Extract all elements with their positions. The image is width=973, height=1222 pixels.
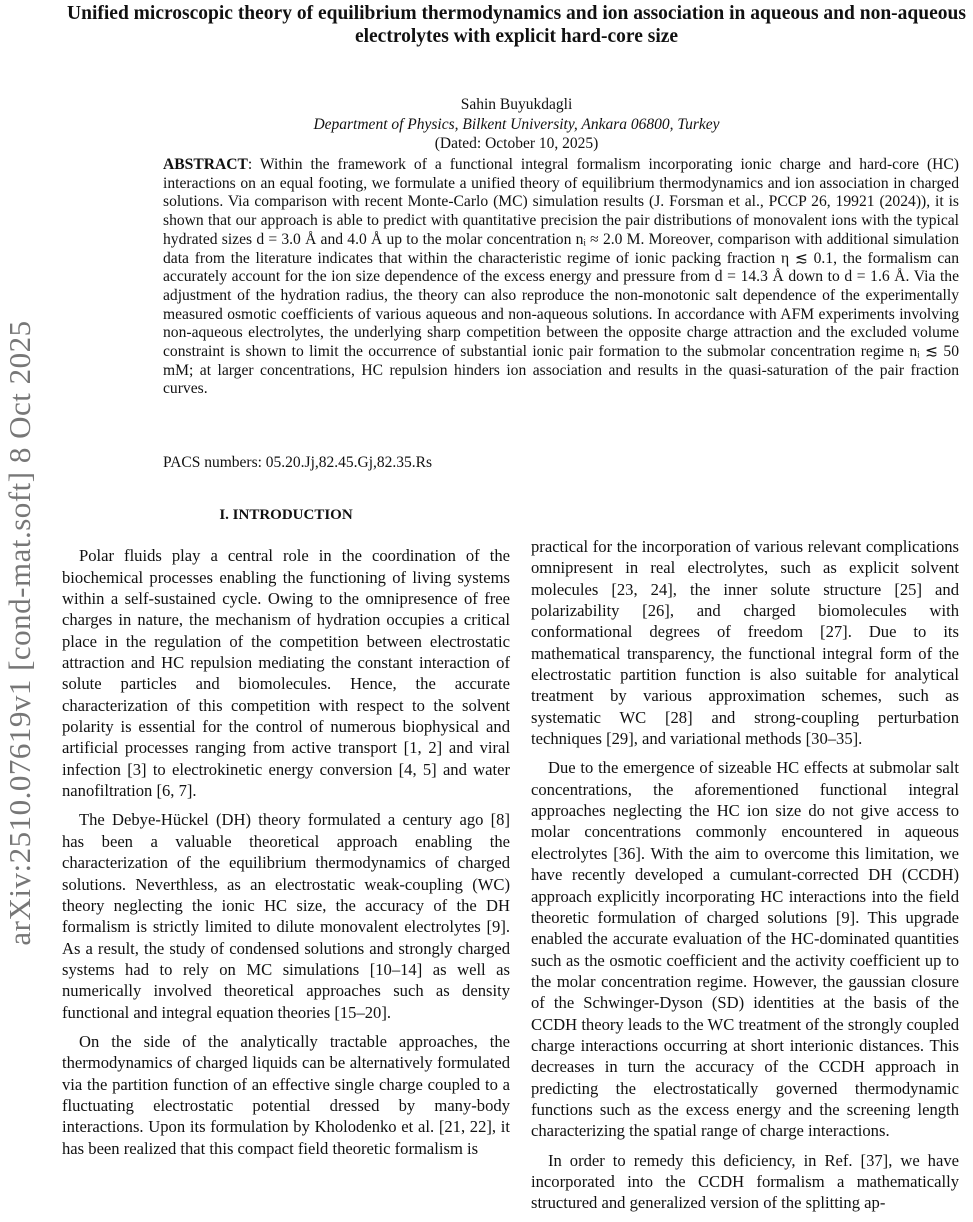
paragraph: Polar fluids play a central role in the coordination of the biochemical processes enabling the functioning of living systems within a self-sustained cycle. Owing to the omnipresence of free charges in nature, the mechanism of hydration occupies a critical place in the regulation of the competition between electrostatic attraction and HC repulsion mediating the constant interaction of solute particles and biomolecules. Hence, the accurate characterization of this competition with respect to the solvent polarity is essential for the control of numerous biophysical and artificial processes ranging from active transport [1, 2] and viral infection [3] to electrokinetic energy conversion [4, 5] and water nanofiltration [6, 7]. [62,546,510,801]
paragraph: On the side of the analytically tractable approaches, the thermodynamics of charged liquids can be alternatively formulated via the partition function of an effective single charge coupled to a fluctuating electrostatic potential dressed by many-body interactions. Upon its formulation by Kholodenko et al. [21, 22], it has been realized that this compact field theoretic formalism is [62,1031,510,1158]
abstract [163,156,959,399]
right-column [531,536,959,1222]
section-heading: I. INTRODUCTION [219,507,353,523]
paragraph: In order to remedy this deficiency, in Ref. [37], we have incorporated into the CCDH formalism a mathematically structured and generalized version of the splitting ap- [531,1150,959,1213]
abstract-text: : Within the framework of a functional integral formalism incorporating ionic charge and hard-core (HC) interactions on an equal footing, we formulate a unified theory of equilibrium thermodynamics and ion association in charged solutions. Via comparison with recent Monte-Carlo (MC) simulation results (J. Forsman et al., PCCP 26, 19921 (2024)), it is shown that our approach is able to predict with quantitative precision the pair distributions of monovalent ions with the typical hydrated sizes d = 3.0 Å and 4.0 Å up to the molar concentration nᵢ ≈ 2.0 M. Moreover, comparison with additional simulation data from the literature indicates that within the characteristic regime of ionic packing fraction η ≲ 0.1, the formalism can accurately account for the ion size dependence of the excess energy and pressure from d = 14.3 Å down to d = 1.6 Å. Via the adjustment of the hydration radius, the theory can also reproduce the non-monotonic salt dependence of the experimentally measured osmotic coefficients of various aqueous and non-aqueous solutions. In accordance with AFM experiments involving non-aqueous electrolytes, the underlying sharp competition between the opposite charge attraction and the excluded volume constraint is shown to limit the occurrence of substantial ionic pair formation to the submolar concentration regime nᵢ ≲ 50 mM; at larger concentrations, HC repulsion hinders ion association and results in the quasi-saturation of the pair fraction curves. [163,156,959,398]
abstract-label: ABSTRACT [163,156,248,173]
pacs-numbers: PACS numbers: 05.20.Jj,82.45.Gj,82.35.Rs [163,454,432,471]
paragraph: practical for the incorporation of various relevant complications omnipresent in real electrolytes, such as explicit solvent molecules [23, 24], the inner solute structure [25] and polarizability [26], and charged biomolecules with conformational degrees of freedom [27]. Due to its mathematical transparency, the functional integral form of the electrostatic partition function is also suitable for analytical treatment by various approximation schemes, such as systematic WC [28] and strong-coupling perturbation techniques [29], and variational methods [30–35]. [531,537,959,749]
affiliation: Department of Physics, Bilkent University, Ankara 06800, Turkey [313,116,720,133]
arxiv-identifier: arXiv:2510.07619v1 [cond-mat.soft] 8 Oct 2025 [2,320,37,946]
date: (Dated: October 10, 2025) [434,135,599,152]
paragraph: The Debye-Hückel (DH) theory formulated a century ago [8] has been a valuable theoretical approach enabling the characterization of the equilibrium thermodynamics of charged solutions. Neverthless, as an electrostatic weak-coupling (WC) theory neglecting the ionic HC size, the accuracy of the DH formalism is strictly limited to dilute monovalent electrolytes [9]. As a result, the study of condensed solutions and strongly charged systems had to rely on MC simulations [10–14] as well as numerically involved theoretical approaches such as density functional and integral equation theories [15–20]. [62,810,510,1022]
paper-title: Unified microscopic theory of equilibrium thermodynamics and ion association in aqueous and non-aqueous electrolytes with explicit hard-core size [67,3,966,47]
paragraph: Due to the emergence of sizeable HC effects at submolar salt concentrations, the aforementioned functional integral approaches neglecting the HC ion size do not give access to molar concentrations commonly encountered in aqueous electrolytes [36]. With the aim to overcome this limitation, we have recently developed a cumulant-corrected DH (CCDH) approach explicitly incorporating HC interactions into the field theoretic formulation of charged solutions [9]. This upgrade enabled the accurate evaluation of the HC-dominated quantities such as the osmotic coefficient and the activity coefficient up to the molar concentration regime. However, the gaussian closure of the Schwinger-Dyson (SD) identities at the basis of the CCDH theory leads to the WC treatment of the strongly coupled charge interactions occurring at short interionic distances. This decreases in turn the accuracy of the CCDH approach in predicting the electrostatically governed thermodynamic functions such as the excess energy and the screening length characterizing the spatial range of charge interactions. [531,758,959,1141]
left-column [62,505,510,1167]
author: Sahin Buyukdagli [460,96,573,113]
